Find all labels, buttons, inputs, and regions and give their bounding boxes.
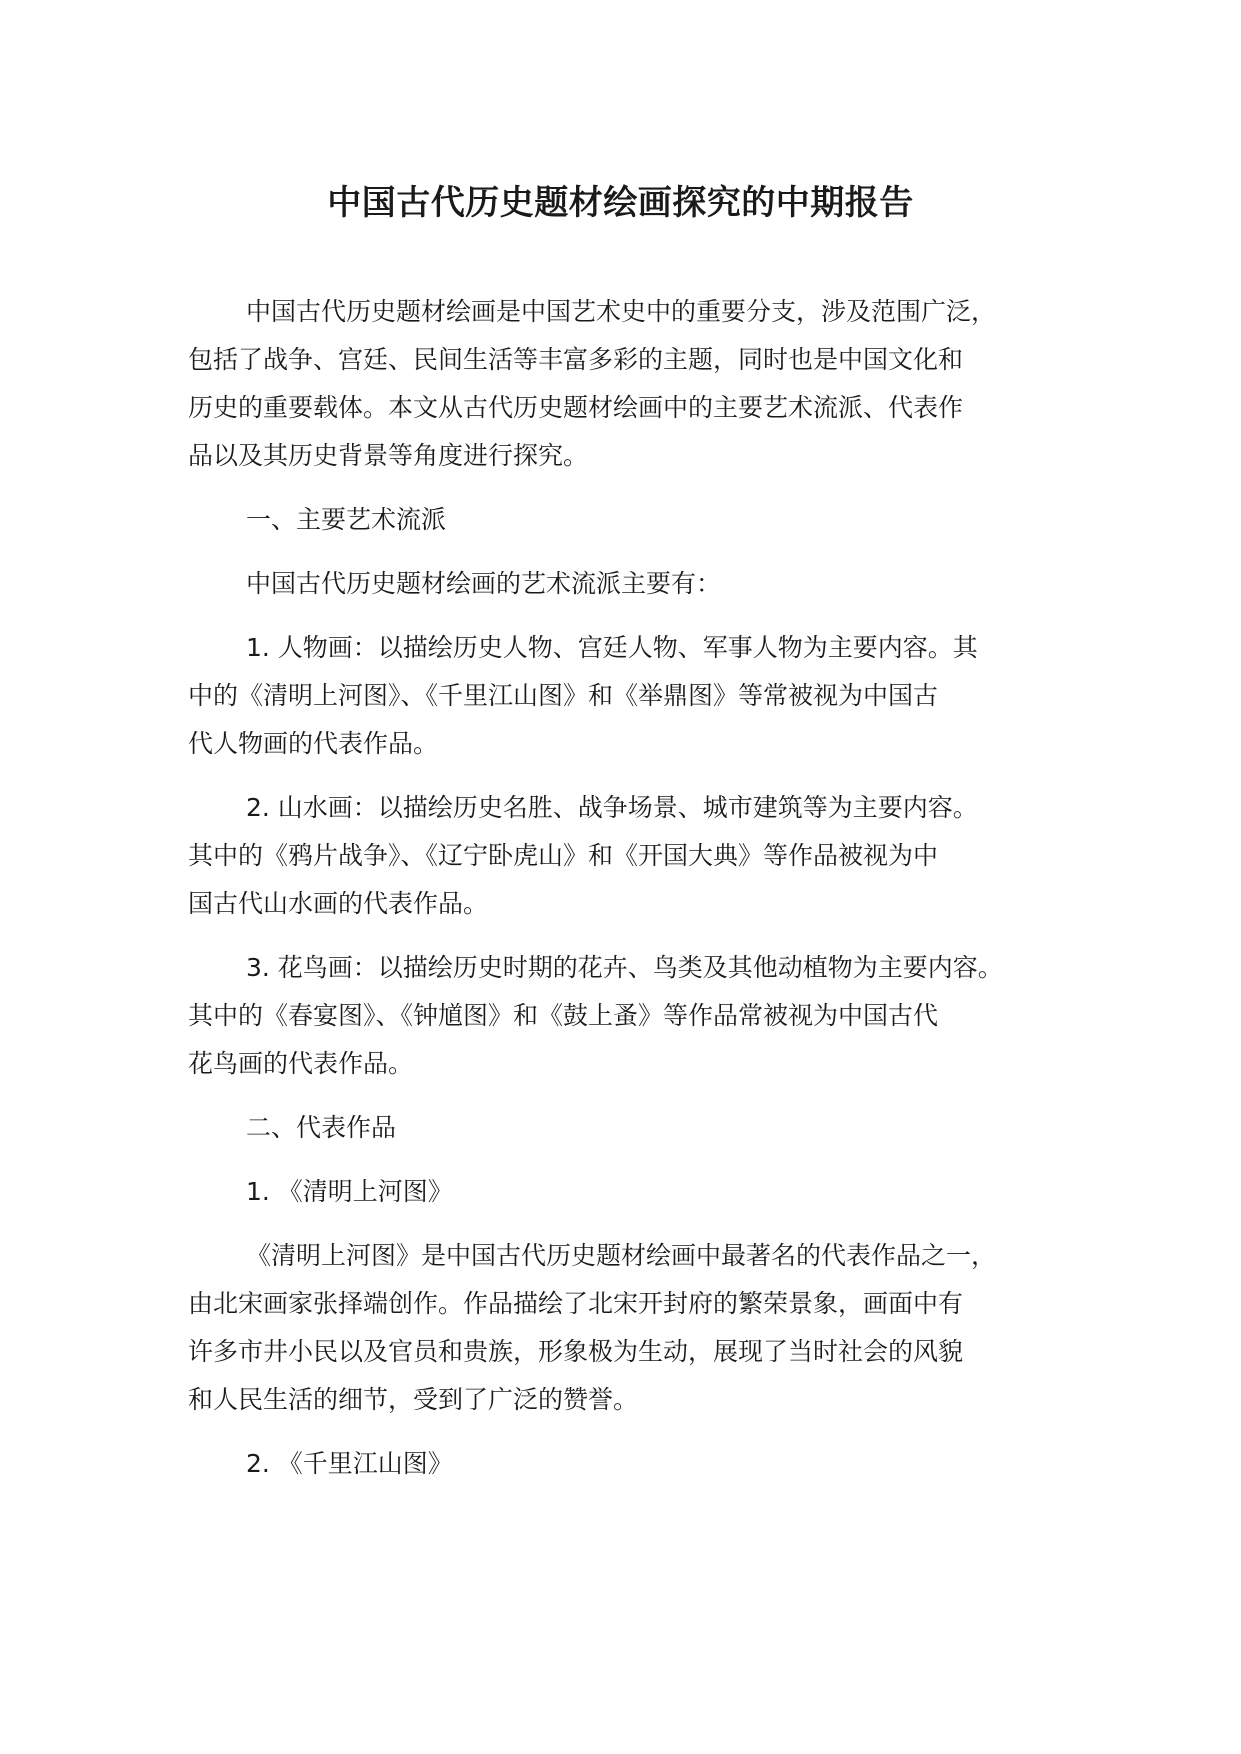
text-line: 品以及其历史背景等角度进行探究。 bbox=[188, 441, 589, 470]
text-line: 二、代表作品 bbox=[246, 1113, 397, 1142]
paragraph-schools-intro bbox=[188, 560, 1068, 608]
text-line: 由北宋画家张择端创作。作品描绘了北宋开封府的繁荣景象，画面中有 bbox=[188, 1289, 964, 1318]
text-line: 其中的《鸦片战争》、《辽宁卧虎山》和《开国大典》等作品被视为中 bbox=[188, 841, 939, 870]
text-line: 1. 《清明上河图》 bbox=[246, 1177, 453, 1206]
text-line: 和人民生活的细节，受到了广泛的赞誉。 bbox=[188, 1385, 639, 1414]
paragraph-intro bbox=[188, 288, 1068, 480]
document-body bbox=[188, 288, 1068, 1504]
text-line: 许多市井小民以及官员和贵族，形象极为生动，展现了当时社会的风貌 bbox=[188, 1337, 964, 1366]
section-heading-works bbox=[188, 1104, 1068, 1152]
text-line: 《清明上河图》是中国古代历史题材绘画中最著名的代表作品之一， bbox=[246, 1241, 997, 1270]
section-heading-schools bbox=[188, 496, 1068, 544]
subheading-qingming bbox=[188, 1168, 1068, 1216]
text-line: 中国古代历史题材绘画是中国艺术史中的重要分支，涉及范围广泛， bbox=[246, 297, 997, 326]
text-line: 代人物画的代表作品。 bbox=[188, 729, 439, 758]
document-title: 中国古代历史题材绘画探究的中期报告 bbox=[327, 183, 914, 223]
list-item-bird-flower-painting bbox=[188, 944, 1068, 1088]
list-item-landscape-painting bbox=[188, 784, 1068, 928]
text-line: 国古代山水画的代表作品。 bbox=[188, 889, 489, 918]
text-line: 其中的《春宴图》、《钟馗图》和《鼓上蚤》等作品常被视为中国古代 bbox=[188, 1001, 939, 1030]
text-line: 一、主要艺术流派 bbox=[246, 505, 447, 534]
paragraph-qingming bbox=[188, 1232, 1068, 1424]
subheading-qianli-jiangshan bbox=[188, 1440, 1068, 1488]
text-line: 2. 《千里江山图》 bbox=[246, 1449, 453, 1478]
text-line: 中国古代历史题材绘画的艺术流派主要有： bbox=[246, 569, 722, 598]
text-line: 3. 花鸟画：以描绘历史时期的花卉、鸟类及其他动植物为主要内容。 bbox=[246, 953, 1003, 982]
text-line: 花鸟画的代表作品。 bbox=[188, 1049, 414, 1078]
text-line: 中的《清明上河图》、《千里江山图》和《举鼎图》等常被视为中国古 bbox=[188, 681, 939, 710]
text-line: 历史的重要载体。本文从古代历史题材绘画中的主要艺术流派、代表作 bbox=[188, 393, 964, 422]
text-line: 2. 山水画：以描绘历史名胜、战争场景、城市建筑等为主要内容。 bbox=[246, 793, 978, 822]
list-item-figure-painting bbox=[188, 624, 1068, 768]
text-line: 1. 人物画：以描绘历史人物、宫廷人物、军事人物为主要内容。其 bbox=[246, 633, 978, 662]
text-line: 包括了战争、宫廷、民间生活等丰富多彩的主题，同时也是中国文化和 bbox=[188, 345, 964, 374]
